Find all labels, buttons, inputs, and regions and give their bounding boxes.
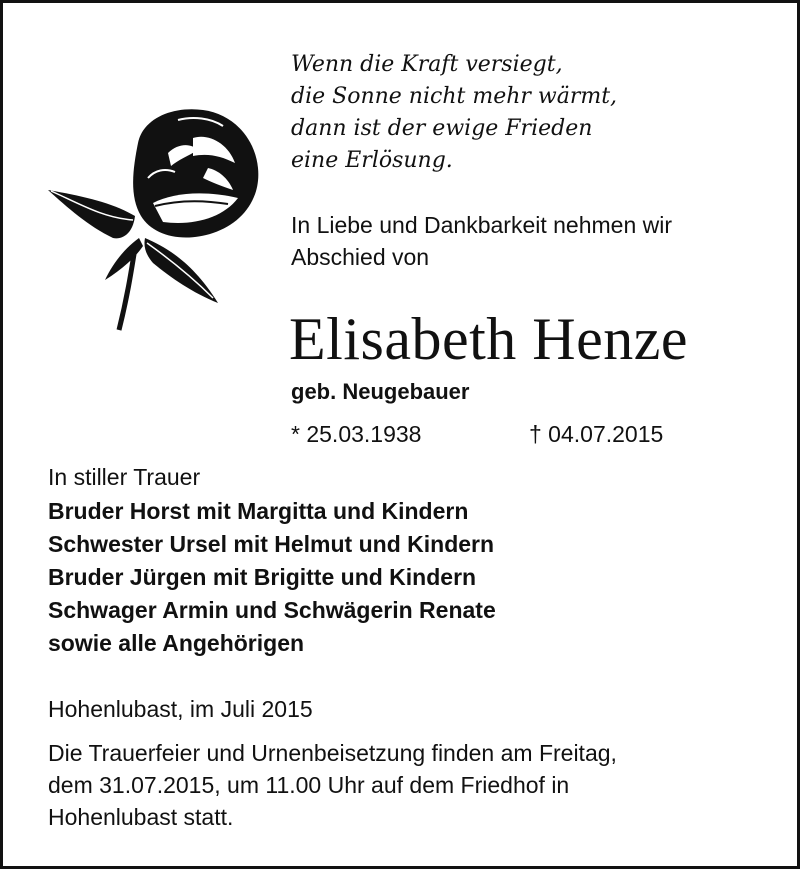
poem-line: Wenn die Kraft versiegt, <box>291 52 563 77</box>
poem-line: dann ist der ewige Frieden <box>291 116 593 141</box>
funeral-line: Hohenlubast statt. <box>48 804 234 830</box>
mourner-line: sowie alle Angehörigen <box>48 630 305 656</box>
deceased-name: Elisabeth Henze <box>289 306 688 372</box>
funeral-line: Die Trauerfeier und Urnenbeisetzung finden am Freitag, <box>48 740 617 766</box>
intro-line: In Liebe und Dankbarkeit nehmen wir <box>291 212 673 238</box>
poem-line: die Sonne nicht mehr wärmt, <box>291 84 618 109</box>
mourners-list <box>48 495 496 660</box>
poem-line: eine Erlösung. <box>291 148 453 173</box>
mourners-intro: In stiller Trauer <box>48 464 201 490</box>
funeral-line: dem 31.07.2015, um 11.00 Uhr auf dem Friedhof in <box>48 772 570 798</box>
poem <box>291 49 617 177</box>
death-date: † 04.07.2015 <box>529 421 664 447</box>
funeral-info <box>48 737 748 833</box>
mourner-line: Bruder Jürgen mit Brigitte und Kindern <box>48 564 477 590</box>
mourner-line: Bruder Horst mit Margitta und Kindern <box>48 498 469 524</box>
farewell-intro <box>291 209 672 273</box>
place-date: Hohenlubast, im Juli 2015 <box>48 696 313 722</box>
mourner-line: Schwager Armin und Schwägerin Renate <box>48 597 496 623</box>
rose-icon <box>43 98 268 333</box>
maiden-name: geb. Neugebauer <box>291 379 470 404</box>
mourner-line: Schwester Ursel mit Helmut und Kindern <box>48 531 495 557</box>
birth-date: * 25.03.1938 <box>291 421 422 447</box>
intro-line: Abschied von <box>291 244 430 270</box>
